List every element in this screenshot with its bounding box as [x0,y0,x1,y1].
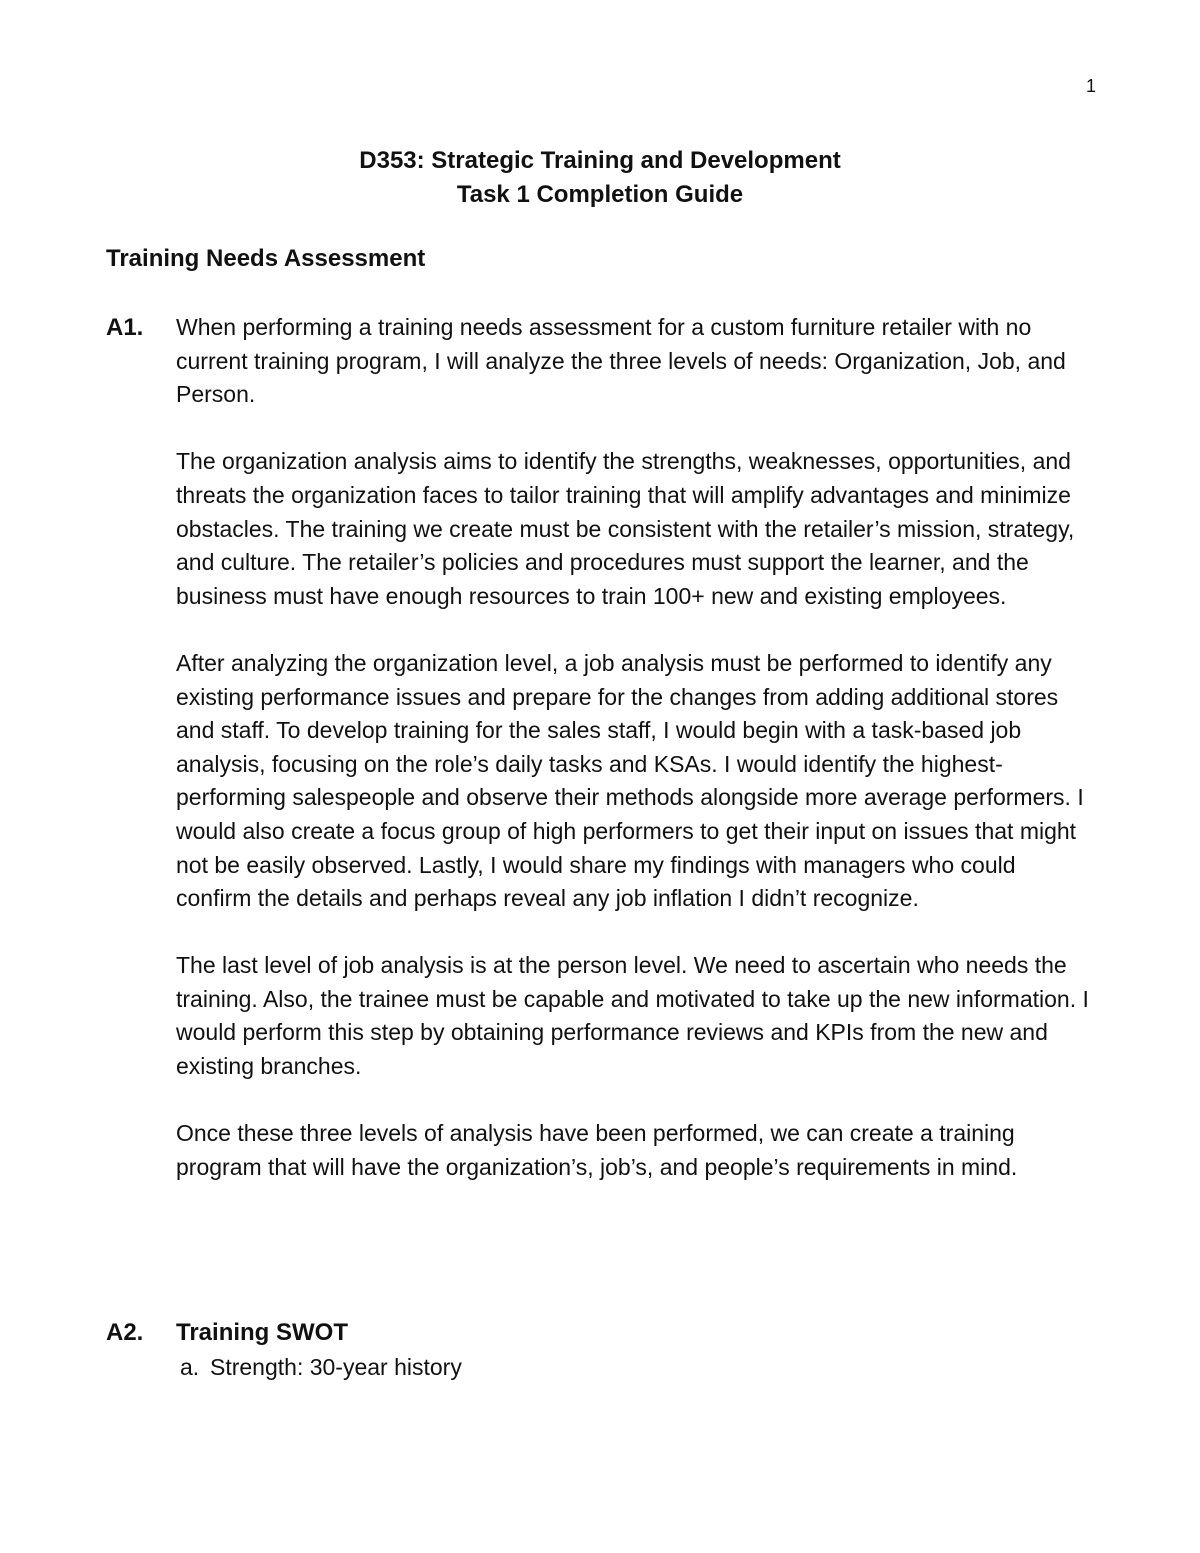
item-label-a2: A2. [106,1319,144,1346]
item-label-a1: A1. [106,314,144,341]
list-item-text: Strength: 30-year history [210,1354,462,1380]
paragraph: When performing a training needs assessment for a custom furniture retailer with no current training program, I will analyze the three levels of needs: Organization, Job, and Person. [176,314,1066,408]
item-body-a2 [176,1316,1096,1384]
swot-title: Training SWOT [176,1319,348,1346]
item-body-a1 [176,311,1096,1218]
paragraph: After analyzing the organization level, a job analysis must be performed to identify any existing performance issues and prepare for the changes from adding additional stores and staff. To develop training for the sales staff, I would begin with a task-based job analysis, focusing on the role’s daily tasks and KSAs. I would identify the highest-performing salespeople and observe their methods alongside more average performers. I would also create a focus group of high performers to get their input on issues that might not be easily observed. Lastly, I would share my findings with managers who could confirm the details and perhaps reveal any job inflation I didn’t recognize. [176,649,1084,912]
document-title [0,144,1200,212]
list-item-letter: a. [180,1354,200,1380]
title-line-2: Task 1 Completion Guide [456,181,744,208]
page-number: 1 [1085,76,1096,96]
list-item [176,1350,1096,1384]
paragraph: Once these three levels of analysis have been performed, we can create a training program that will have the organization’s, job’s, and people’s requirements in mind. [176,1120,1018,1180]
paragraph: The last level of job analysis is at the person level. We need to ascertain who needs the training. Also, the trainee must be capable and motivated to take up the new information. I would perform this step by obtaining performance reviews and KPIs from the new and existing branches. [176,952,1089,1080]
title-line-1: D353: Strategic Training and Development [359,147,841,174]
paragraph: The organization analysis aims to identify the strengths, weaknesses, opportunities, and threats the organization faces to tailor training that will amplify advantages and minimize obstacles. The training we create must be consistent with the retailer’s mission, strategy, and culture. The retailer’s policies and procedures must support the learner, and the business must have enough resources to train 100+ new and existing employees. [176,448,1075,609]
section-heading: Training Needs Assessment [106,245,426,272]
swot-list [176,1350,1096,1384]
